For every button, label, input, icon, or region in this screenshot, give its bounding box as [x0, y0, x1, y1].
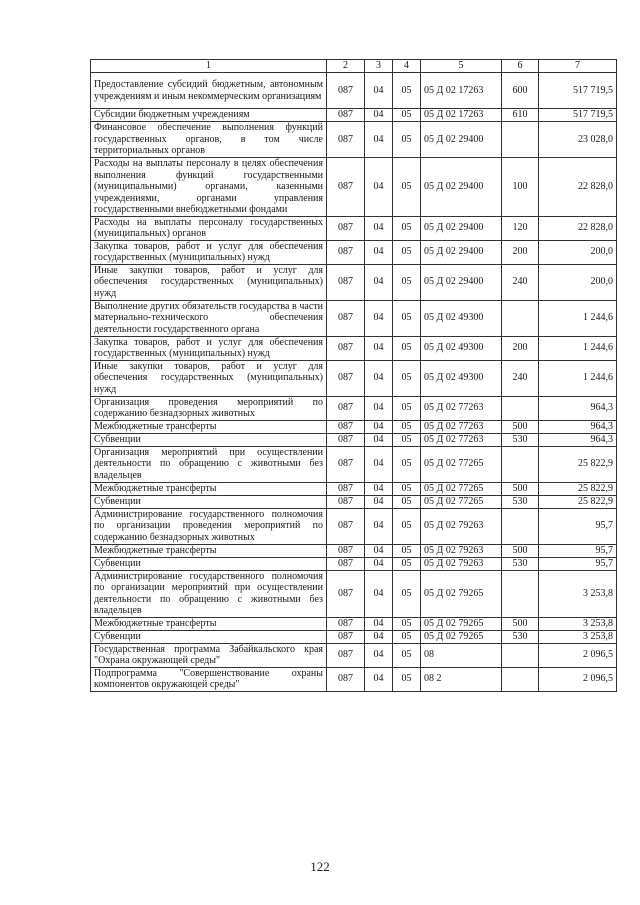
- cell-amount: 23 028,0: [539, 122, 617, 158]
- cell-ved-code: 087: [327, 482, 365, 495]
- cell-expense-type: [502, 570, 539, 617]
- cell-ved-code: 087: [327, 396, 365, 420]
- row-name: Субвенции: [91, 495, 327, 508]
- cell-amount: 95,7: [539, 544, 617, 557]
- cell-section: 04: [365, 570, 393, 617]
- table-row: [91, 433, 617, 446]
- cell-amount: 964,3: [539, 420, 617, 433]
- row-name: Межбюджетные трансферты: [91, 420, 327, 433]
- cell-section: 04: [365, 482, 393, 495]
- cell-ved-code: 087: [327, 122, 365, 158]
- row-name: Администрирование государственного полномочия по организации мероприятий при осуществлении деятельности по обращению с животными без владельцев: [91, 570, 327, 617]
- col-header-4: 4: [393, 60, 421, 73]
- cell-section: 04: [365, 617, 393, 630]
- cell-ved-code: 087: [327, 544, 365, 557]
- cell-ved-code: 087: [327, 240, 365, 264]
- cell-expense-type: 530: [502, 630, 539, 643]
- col-header-5: 5: [421, 60, 502, 73]
- cell-amount: 3 253,8: [539, 570, 617, 617]
- table-row: [91, 667, 617, 691]
- cell-expense-type: 200: [502, 336, 539, 360]
- cell-section: 04: [365, 667, 393, 691]
- row-name: Межбюджетные трансферты: [91, 482, 327, 495]
- row-name: Закупка товаров, работ и услуг для обеспечения государственных (муниципальных) нужд: [91, 240, 327, 264]
- cell-expense-type: 100: [502, 158, 539, 217]
- cell-subsection: 05: [393, 557, 421, 570]
- cell-expense-type: 500: [502, 482, 539, 495]
- cell-target-article: 05 Д 02 29400: [421, 264, 502, 300]
- cell-target-article: 05 Д 02 79263: [421, 557, 502, 570]
- cell-subsection: 05: [393, 643, 421, 667]
- cell-subsection: 05: [393, 158, 421, 217]
- cell-section: 04: [365, 336, 393, 360]
- row-name: Межбюджетные трансферты: [91, 544, 327, 557]
- row-name: Организация мероприятий при осуществлении деятельности по обращению с животными без владельцев: [91, 446, 327, 482]
- row-name: Субсидии бюджетным учреждениям: [91, 109, 327, 122]
- cell-section: 04: [365, 446, 393, 482]
- table-row: [91, 630, 617, 643]
- cell-ved-code: 087: [327, 158, 365, 217]
- cell-ved-code: 087: [327, 630, 365, 643]
- row-name: Иные закупки товаров, работ и услуг для обеспечения государственных (муниципальных) нужд: [91, 264, 327, 300]
- cell-expense-type: [502, 396, 539, 420]
- col-header-6: 6: [502, 60, 539, 73]
- cell-section: 04: [365, 360, 393, 396]
- row-name: Закупка товаров, работ и услуг для обеспечения государственных (муниципальных) нужд: [91, 336, 327, 360]
- cell-subsection: 05: [393, 73, 421, 109]
- table-row: [91, 508, 617, 544]
- cell-expense-type: 530: [502, 495, 539, 508]
- cell-target-article: 05 Д 02 17263: [421, 73, 502, 109]
- cell-amount: 200,0: [539, 264, 617, 300]
- cell-subsection: 05: [393, 109, 421, 122]
- row-name: Финансовое обеспечение выполнения функций государственных органов, в том числе территориальных органов: [91, 122, 327, 158]
- table-row: [91, 122, 617, 158]
- cell-section: 04: [365, 109, 393, 122]
- cell-expense-type: 500: [502, 544, 539, 557]
- cell-ved-code: 087: [327, 643, 365, 667]
- table-row: [91, 544, 617, 557]
- table-row: [91, 495, 617, 508]
- cell-subsection: 05: [393, 122, 421, 158]
- cell-target-article: 05 Д 02 79265: [421, 570, 502, 617]
- cell-amount: 1 244,6: [539, 336, 617, 360]
- cell-expense-type: 200: [502, 240, 539, 264]
- cell-subsection: 05: [393, 544, 421, 557]
- cell-section: 04: [365, 216, 393, 240]
- cell-ved-code: 087: [327, 667, 365, 691]
- cell-subsection: 05: [393, 482, 421, 495]
- cell-expense-type: [502, 643, 539, 667]
- cell-ved-code: 087: [327, 508, 365, 544]
- cell-expense-type: [502, 446, 539, 482]
- table-row: [91, 300, 617, 336]
- table-header-row: [91, 60, 617, 73]
- cell-ved-code: 087: [327, 617, 365, 630]
- cell-target-article: 05 Д 02 49300: [421, 336, 502, 360]
- row-name: Организация проведения мероприятий по содержанию безнадзорных животных: [91, 396, 327, 420]
- page-number: 122: [310, 859, 330, 874]
- cell-expense-type: [502, 300, 539, 336]
- col-header-2: 2: [327, 60, 365, 73]
- cell-subsection: 05: [393, 216, 421, 240]
- cell-amount: 1 244,6: [539, 300, 617, 336]
- cell-section: 04: [365, 544, 393, 557]
- row-name: Иные закупки товаров, работ и услуг для обеспечения государственных (муниципальных) нужд: [91, 360, 327, 396]
- table-row: [91, 482, 617, 495]
- cell-expense-type: 500: [502, 617, 539, 630]
- table-row: [91, 396, 617, 420]
- table-row: [91, 643, 617, 667]
- cell-subsection: 05: [393, 336, 421, 360]
- cell-target-article: 05 Д 02 77265: [421, 495, 502, 508]
- cell-target-article: 05 Д 02 79265: [421, 630, 502, 643]
- cell-amount: 964,3: [539, 433, 617, 446]
- cell-ved-code: 087: [327, 109, 365, 122]
- cell-expense-type: 530: [502, 557, 539, 570]
- cell-target-article: 05 Д 02 29400: [421, 240, 502, 264]
- table-body: [91, 73, 617, 692]
- cell-amount: 964,3: [539, 396, 617, 420]
- cell-target-article: 08 2: [421, 667, 502, 691]
- cell-subsection: 05: [393, 508, 421, 544]
- cell-expense-type: [502, 667, 539, 691]
- cell-subsection: 05: [393, 446, 421, 482]
- cell-ved-code: 087: [327, 420, 365, 433]
- cell-amount: 25 822,9: [539, 446, 617, 482]
- cell-section: 04: [365, 73, 393, 109]
- cell-expense-type: 500: [502, 420, 539, 433]
- cell-section: 04: [365, 264, 393, 300]
- cell-target-article: 05 Д 02 77263: [421, 396, 502, 420]
- cell-expense-type: 120: [502, 216, 539, 240]
- row-name: Администрирование государственного полномочия по организации проведения мероприятий по содержанию безнадзорных животных: [91, 508, 327, 544]
- cell-section: 04: [365, 508, 393, 544]
- cell-expense-type: 600: [502, 73, 539, 109]
- cell-ved-code: 087: [327, 446, 365, 482]
- cell-target-article: 05 Д 02 17263: [421, 109, 502, 122]
- cell-section: 04: [365, 158, 393, 217]
- cell-subsection: 05: [393, 495, 421, 508]
- row-name: Субвенции: [91, 433, 327, 446]
- cell-expense-type: 240: [502, 264, 539, 300]
- cell-amount: 25 822,9: [539, 482, 617, 495]
- cell-target-article: 05 Д 02 77263: [421, 433, 502, 446]
- row-name: Субвенции: [91, 630, 327, 643]
- cell-ved-code: 087: [327, 73, 365, 109]
- table-row: [91, 557, 617, 570]
- cell-section: 04: [365, 630, 393, 643]
- cell-expense-type: [502, 122, 539, 158]
- cell-subsection: 05: [393, 570, 421, 617]
- row-name: Выполнение других обязательств государства в части материально-технического обеспечения деятельности государственного органа: [91, 300, 327, 336]
- row-name: Подпрограмма "Совершенствование охраны компонентов окружающей среды": [91, 667, 327, 691]
- cell-amount: 22 828,0: [539, 216, 617, 240]
- row-name: Предоставление субсидий бюджетным, автономным учреждениям и иным некоммерческим организациям: [91, 73, 327, 109]
- cell-section: 04: [365, 433, 393, 446]
- table-row: [91, 264, 617, 300]
- cell-section: 04: [365, 396, 393, 420]
- cell-ved-code: 087: [327, 264, 365, 300]
- table-row: [91, 360, 617, 396]
- cell-target-article: 05 Д 02 79263: [421, 508, 502, 544]
- table-row: [91, 336, 617, 360]
- cell-subsection: 05: [393, 300, 421, 336]
- row-name: Межбюджетные трансферты: [91, 617, 327, 630]
- row-name: Расходы на выплаты персоналу государственных (муниципальных) органов: [91, 216, 327, 240]
- cell-target-article: 05 Д 02 79265: [421, 617, 502, 630]
- cell-ved-code: 087: [327, 216, 365, 240]
- cell-target-article: 05 Д 02 77263: [421, 420, 502, 433]
- cell-amount: 95,7: [539, 508, 617, 544]
- cell-amount: 517 719,5: [539, 73, 617, 109]
- cell-expense-type: 610: [502, 109, 539, 122]
- table-row: [91, 109, 617, 122]
- cell-target-article: 05 Д 02 77265: [421, 446, 502, 482]
- cell-section: 04: [365, 122, 393, 158]
- table-row: [91, 420, 617, 433]
- cell-subsection: 05: [393, 264, 421, 300]
- row-name: Расходы на выплаты персоналу в целях обеспечения выполнения функций государственными (муниципальными) органами, казенными учреждениями, органами управления государственными внебюджетными фондами: [91, 158, 327, 217]
- cell-amount: 517 719,5: [539, 109, 617, 122]
- cell-section: 04: [365, 300, 393, 336]
- table-row: [91, 73, 617, 109]
- cell-section: 04: [365, 420, 393, 433]
- cell-amount: 22 828,0: [539, 158, 617, 217]
- cell-subsection: 05: [393, 433, 421, 446]
- row-name: Субвенции: [91, 557, 327, 570]
- table-row: [91, 570, 617, 617]
- cell-section: 04: [365, 495, 393, 508]
- cell-section: 04: [365, 240, 393, 264]
- cell-amount: 2 096,5: [539, 643, 617, 667]
- table-row: [91, 158, 617, 217]
- cell-subsection: 05: [393, 667, 421, 691]
- cell-ved-code: 087: [327, 557, 365, 570]
- table-row: [91, 446, 617, 482]
- table-row: [91, 617, 617, 630]
- cell-ved-code: 087: [327, 336, 365, 360]
- cell-ved-code: 087: [327, 570, 365, 617]
- cell-subsection: 05: [393, 420, 421, 433]
- budget-table: [90, 59, 617, 692]
- cell-target-article: 05 Д 02 29400: [421, 216, 502, 240]
- table-row: [91, 216, 617, 240]
- cell-subsection: 05: [393, 360, 421, 396]
- cell-ved-code: 087: [327, 433, 365, 446]
- cell-target-article: 05 Д 02 49300: [421, 360, 502, 396]
- cell-target-article: 05 Д 02 29400: [421, 122, 502, 158]
- col-header-1: 1: [91, 60, 327, 73]
- cell-expense-type: 530: [502, 433, 539, 446]
- cell-target-article: 08: [421, 643, 502, 667]
- cell-ved-code: 087: [327, 360, 365, 396]
- cell-subsection: 05: [393, 240, 421, 264]
- cell-amount: 95,7: [539, 557, 617, 570]
- cell-target-article: 05 Д 02 77265: [421, 482, 502, 495]
- cell-section: 04: [365, 557, 393, 570]
- cell-amount: 200,0: [539, 240, 617, 264]
- cell-target-article: 05 Д 02 49300: [421, 300, 502, 336]
- cell-section: 04: [365, 643, 393, 667]
- cell-ved-code: 087: [327, 495, 365, 508]
- cell-amount: 1 244,6: [539, 360, 617, 396]
- cell-amount: 3 253,8: [539, 630, 617, 643]
- cell-target-article: 05 Д 02 79263: [421, 544, 502, 557]
- cell-amount: 3 253,8: [539, 617, 617, 630]
- table-row: [91, 240, 617, 264]
- cell-amount: 2 096,5: [539, 667, 617, 691]
- cell-subsection: 05: [393, 630, 421, 643]
- cell-target-article: 05 Д 02 29400: [421, 158, 502, 217]
- cell-ved-code: 087: [327, 300, 365, 336]
- col-header-3: 3: [365, 60, 393, 73]
- cell-expense-type: [502, 508, 539, 544]
- cell-subsection: 05: [393, 617, 421, 630]
- row-name: Государственная программа Забайкальского края "Охрана окружающей среды": [91, 643, 327, 667]
- cell-subsection: 05: [393, 396, 421, 420]
- col-header-7: 7: [539, 60, 617, 73]
- cell-amount: 25 822,9: [539, 495, 617, 508]
- cell-expense-type: 240: [502, 360, 539, 396]
